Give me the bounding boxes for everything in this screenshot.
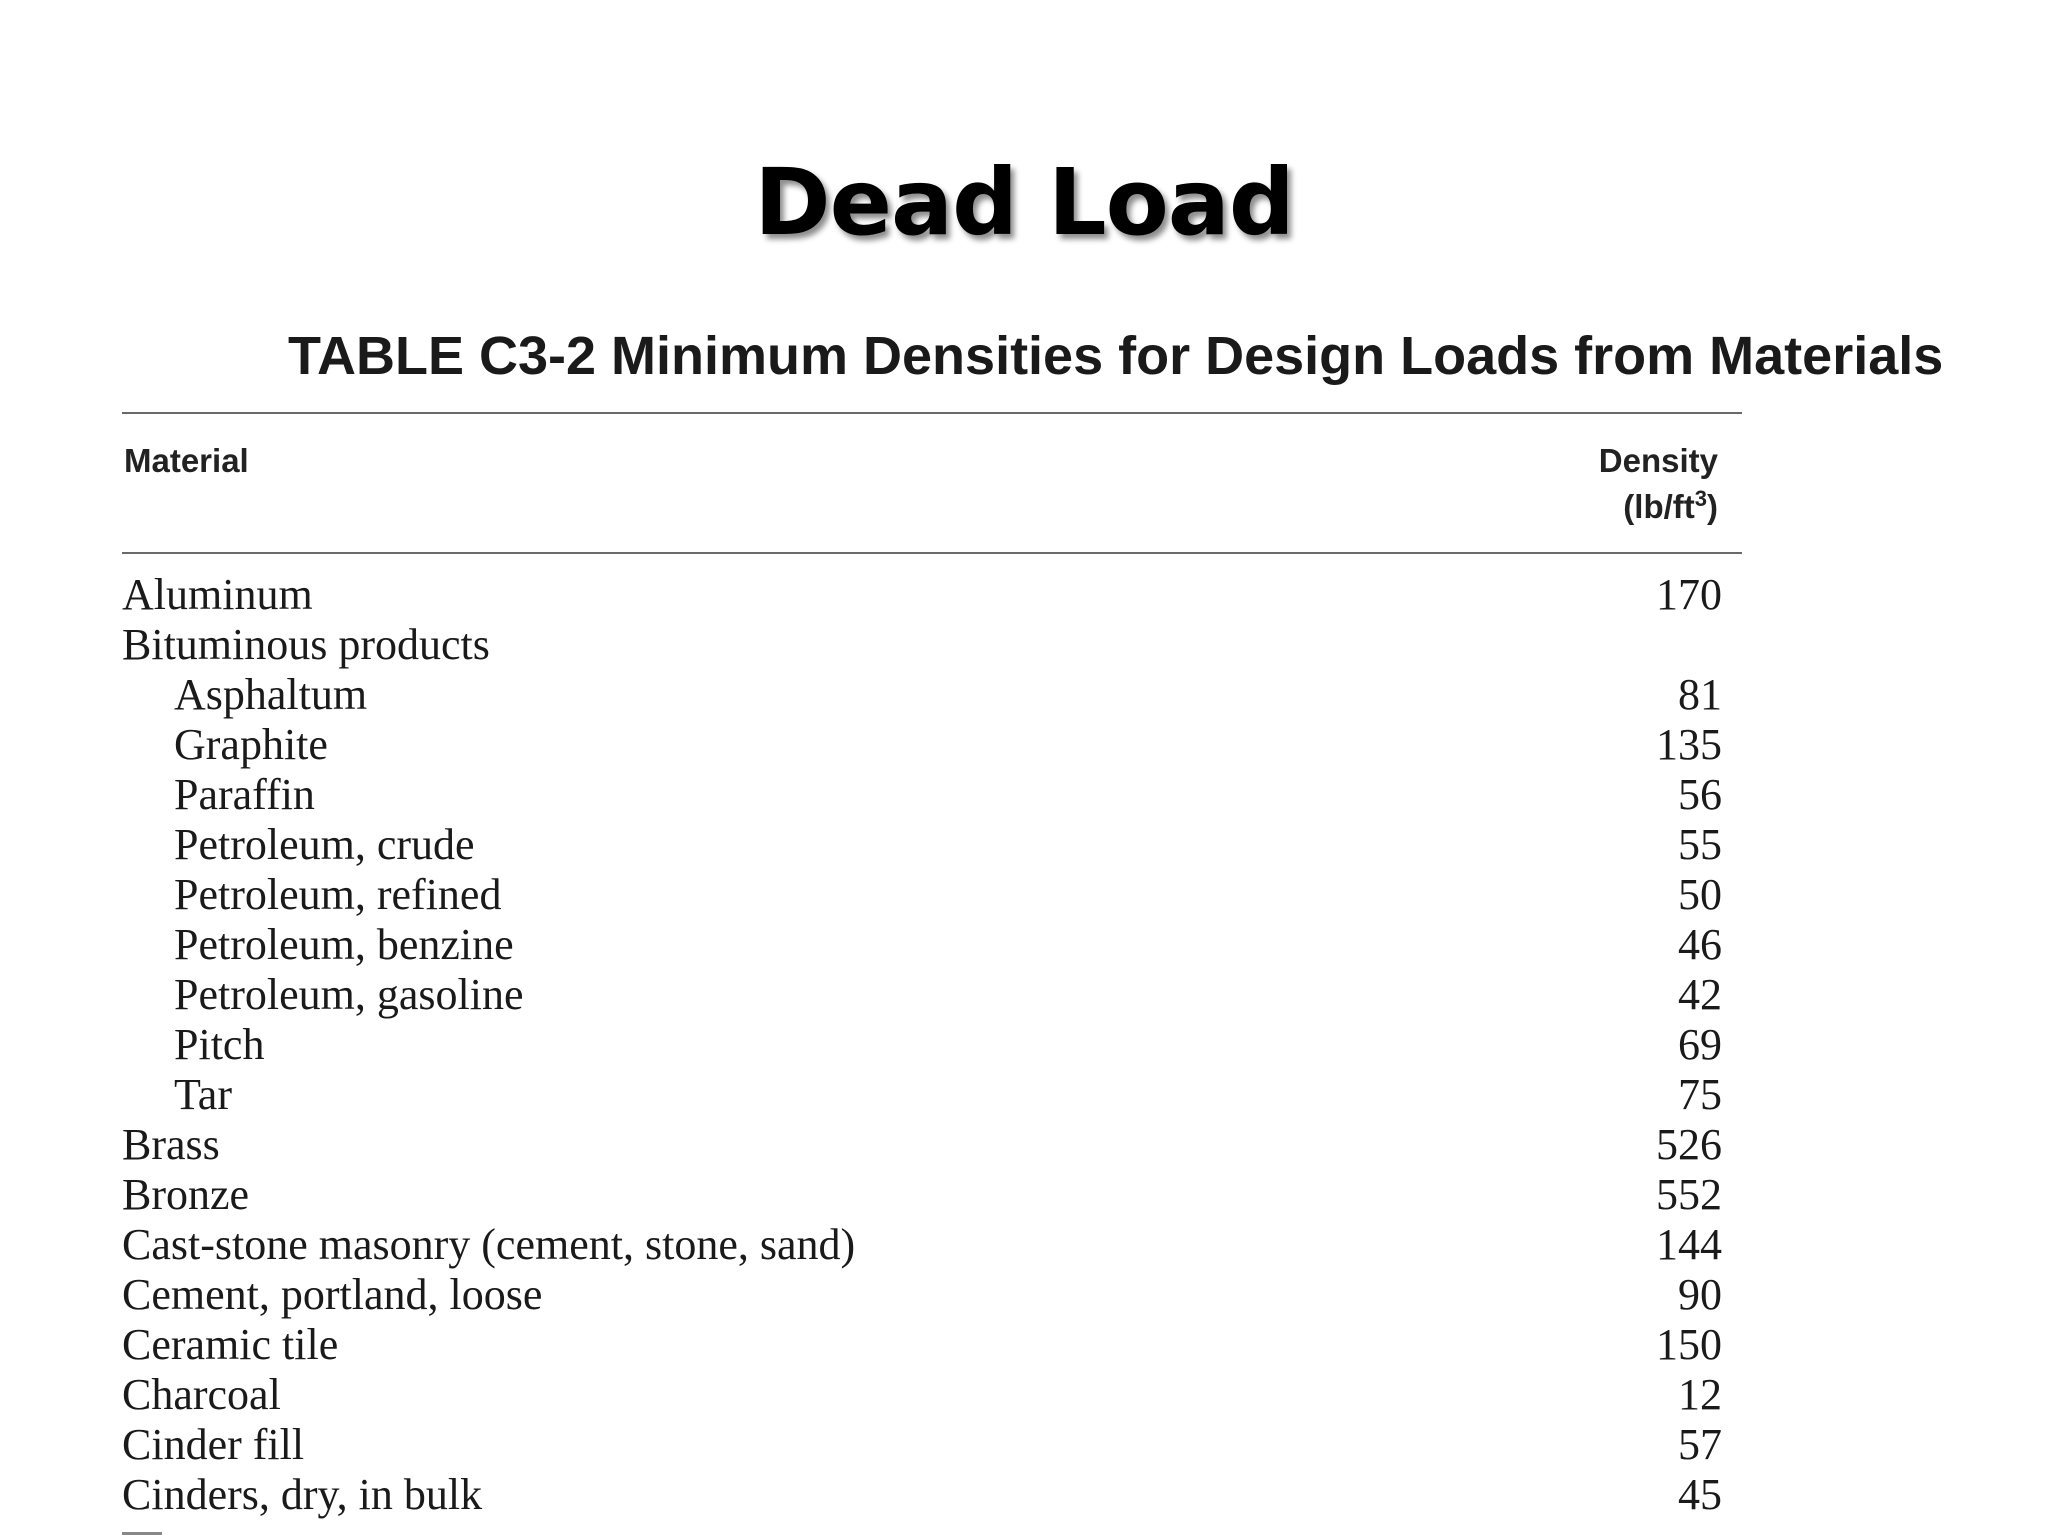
material-name: Pitch [174, 1020, 265, 1069]
density-value: 81 [1678, 670, 1722, 719]
density-value: 150 [1656, 1320, 1722, 1369]
density-header-label: Density [1598, 442, 1718, 479]
table-row [122, 1220, 1722, 1270]
material-name: Cinders, dry, in bulk [122, 1470, 483, 1519]
density-value: 526 [1656, 1120, 1722, 1169]
density-unit-exponent: 3 [1694, 486, 1707, 511]
material-name: Graphite [174, 720, 328, 769]
table-row [122, 1070, 1722, 1120]
table-caption: TABLE C3-2 Minimum Densities for Design Loads from Materials [288, 326, 1944, 386]
density-value: 170 [1656, 570, 1722, 619]
material-name: Bronze [122, 1170, 250, 1219]
density-value: 69 [1678, 1020, 1722, 1069]
table-row [122, 1270, 1722, 1320]
density-value: 75 [1678, 1070, 1722, 1119]
material-name: Cement, portland, loose [122, 1270, 543, 1319]
density-value: 144 [1656, 1220, 1722, 1269]
table-row [122, 870, 1722, 920]
material-name: Paraffin [174, 770, 315, 819]
density-value: 12 [1678, 1370, 1722, 1419]
table-row [122, 820, 1722, 870]
material-name: Brass [122, 1120, 220, 1169]
density-value: 55 [1678, 820, 1722, 869]
table-row [122, 1170, 1722, 1220]
table-row [122, 1370, 1722, 1420]
material-density-table-body [122, 570, 1722, 1520]
material-name: Bituminous products [122, 620, 490, 669]
density-value: 57 [1678, 1420, 1722, 1469]
table-row [122, 570, 1722, 620]
density-value: 42 [1678, 970, 1722, 1019]
material-name: Petroleum, refined [174, 870, 502, 919]
material-name: Cast-stone masonry (cement, stone, sand) [122, 1220, 856, 1269]
table-row [122, 970, 1722, 1020]
table-row [122, 1320, 1722, 1370]
table-row [122, 620, 1722, 670]
material-name: Petroleum, benzine [174, 920, 514, 969]
density-value: 46 [1678, 920, 1722, 969]
table-row [122, 670, 1722, 720]
material-column-header: Material [124, 442, 249, 479]
density-value: 135 [1656, 720, 1722, 769]
density-value: 45 [1678, 1470, 1722, 1519]
table-row [122, 1470, 1722, 1520]
material-name: Petroleum, gasoline [174, 970, 524, 1019]
material-name: Ceramic tile [122, 1320, 339, 1369]
table-row [122, 720, 1722, 770]
material-name: Aluminum [122, 570, 313, 619]
density-value: 552 [1656, 1170, 1722, 1219]
density-value: 90 [1678, 1270, 1722, 1319]
density-unit-suffix: ) [1707, 488, 1718, 525]
table-header-rule [122, 552, 1742, 554]
table-row [122, 770, 1722, 820]
density-column-header [1599, 438, 1718, 530]
table-row [122, 1120, 1722, 1170]
material-name: Tar [174, 1070, 232, 1119]
slide-title: Dead Load [754, 149, 1294, 256]
material-name: Cinder fill [122, 1420, 305, 1469]
material-name: Asphaltum [174, 670, 368, 719]
cut-off-row-fragment [122, 1528, 182, 1536]
density-unit-prefix: (lb/ft [1623, 488, 1695, 525]
table-row [122, 1420, 1722, 1470]
table-row [122, 1020, 1722, 1070]
density-value: 56 [1678, 770, 1722, 819]
material-name: Charcoal [122, 1370, 281, 1419]
density-header-unit [1599, 484, 1718, 530]
table-top-rule [122, 412, 1742, 414]
table-row [122, 920, 1722, 970]
density-value: 50 [1678, 870, 1722, 919]
material-name: Petroleum, crude [174, 820, 475, 869]
